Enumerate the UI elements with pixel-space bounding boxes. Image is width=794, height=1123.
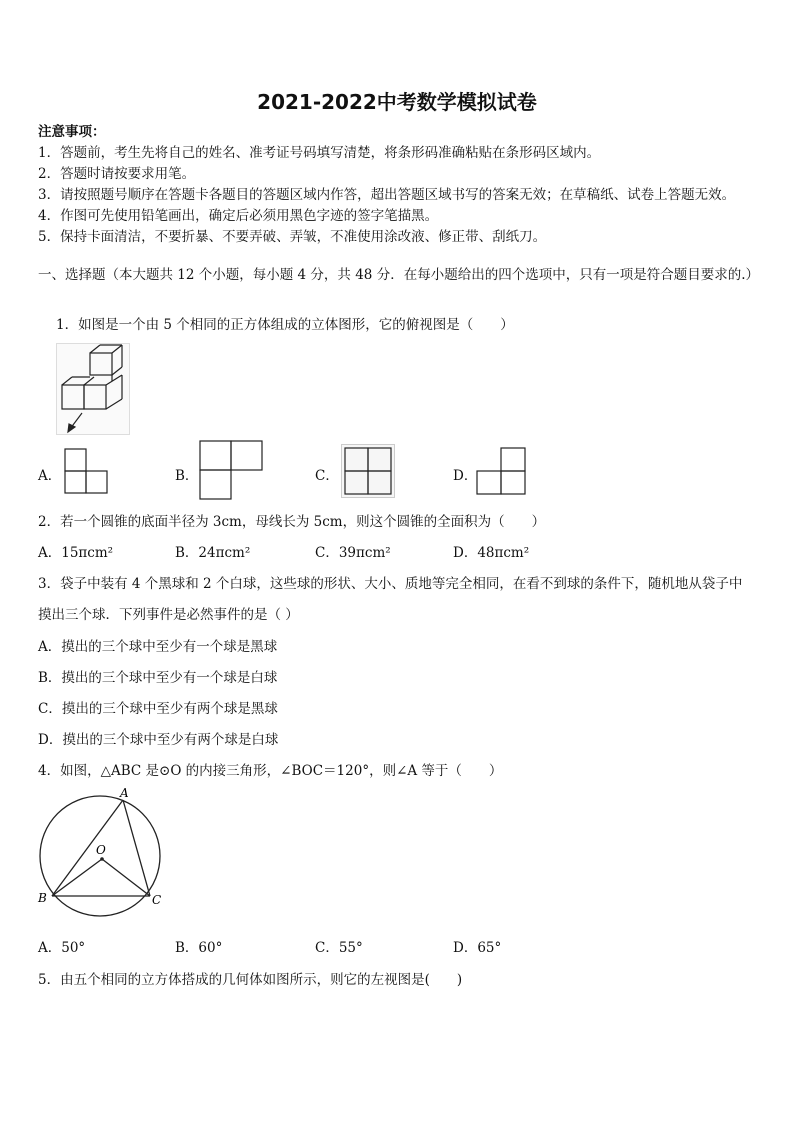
- q2-option-d: D．48πcm²: [453, 545, 530, 561]
- q1-option-a-figure: [64, 448, 108, 494]
- q2-option-c: C．39πcm²: [315, 545, 391, 561]
- note-item-2: 2．答题时请按要求用笔。: [38, 166, 196, 182]
- question-4-stem: 4．如图，△ABC 是⊙O 的内接三角形，∠BOC＝120°，则∠A 等于（ ）: [38, 763, 503, 779]
- q3-option-d: D．摸出的三个球中至少有两个球是白球: [38, 732, 279, 748]
- question-2-stem: 2．若一个圆锥的底面半径为 3cm，母线长为 5cm，则这个圆锥的全面积为（ ）: [38, 514, 546, 530]
- section-heading: 一、选择题（本大题共 12 个小题，每小题 4 分，共 48 分．在每小题给出的四个选项中，只有一项是符合题目要求的.）: [38, 267, 759, 283]
- label-a: A: [120, 786, 129, 800]
- q1-option-c-figure: [341, 444, 395, 498]
- label-c: C: [152, 893, 162, 907]
- q2-option-a: A．15πcm²: [38, 545, 114, 561]
- q1-option-a: A．: [38, 468, 62, 484]
- q1-option-c: C．: [315, 468, 339, 484]
- q3-option-a: A．摸出的三个球中至少有一个球是黑球: [38, 639, 278, 655]
- q1-option-b-figure: [199, 440, 263, 500]
- q4-option-c: C．55°: [315, 940, 363, 956]
- note-item-3: 3．请按照题号顺序在答题卡各题目的答题区域内作答，超出答题区域书写的答案无效；在草稿纸、试卷上答题无效。: [38, 187, 736, 203]
- q4-option-d: D．65°: [453, 940, 502, 956]
- page-title: 2021-2022中考数学模拟试卷: [257, 90, 537, 114]
- q4-option-b: B．60°: [175, 940, 223, 956]
- q1-option-d: D．: [453, 468, 478, 484]
- question-3-stem-line2: 摸出三个球．下列事件是必然事件的是（ ）: [38, 607, 299, 623]
- note-item-1: 1．答题前，考生先将自己的姓名、准考证号码填写清楚，将条形码准确粘贴在条形码区域内。: [38, 145, 601, 161]
- label-b: B: [38, 891, 47, 905]
- note-item-4: 4．作图可先使用铅笔画出，确定后必须用黑色字迹的签字笔描黑。: [38, 208, 439, 224]
- note-item-5: 5．保持卡面清洁，不要折暴、不要弄破、弄皱，不准使用涂改液、修正带、刮纸刀。: [38, 229, 547, 245]
- q4-circle-figure: [36, 786, 168, 908]
- question-1-stem: 1．如图是一个由 5 个相同的正方体组成的立体图形，它的俯视图是（ ）: [56, 317, 514, 333]
- notes-heading: 注意事项：: [38, 124, 106, 140]
- label-o: O: [96, 843, 106, 857]
- q4-option-a: A．50°: [38, 940, 86, 956]
- q1-solid-figure: [56, 343, 130, 435]
- q3-option-b: B．摸出的三个球中至少有一个球是白球: [38, 670, 278, 686]
- q2-option-b: B．24πcm²: [175, 545, 251, 561]
- q1-option-b: B．: [175, 468, 199, 484]
- q3-option-c: C．摸出的三个球中至少有两个球是黑球: [38, 701, 278, 717]
- question-5-stem: 5．由五个相同的立方体搭成的几何体如图所示，则它的左视图是( ): [38, 972, 463, 988]
- question-3-stem-line1: 3．袋子中装有 4 个黑球和 2 个白球，这些球的形状、大小、质地等完全相同，在看不到球的条件下，随机地从袋子中: [38, 576, 743, 592]
- q1-option-d-figure: [476, 447, 526, 495]
